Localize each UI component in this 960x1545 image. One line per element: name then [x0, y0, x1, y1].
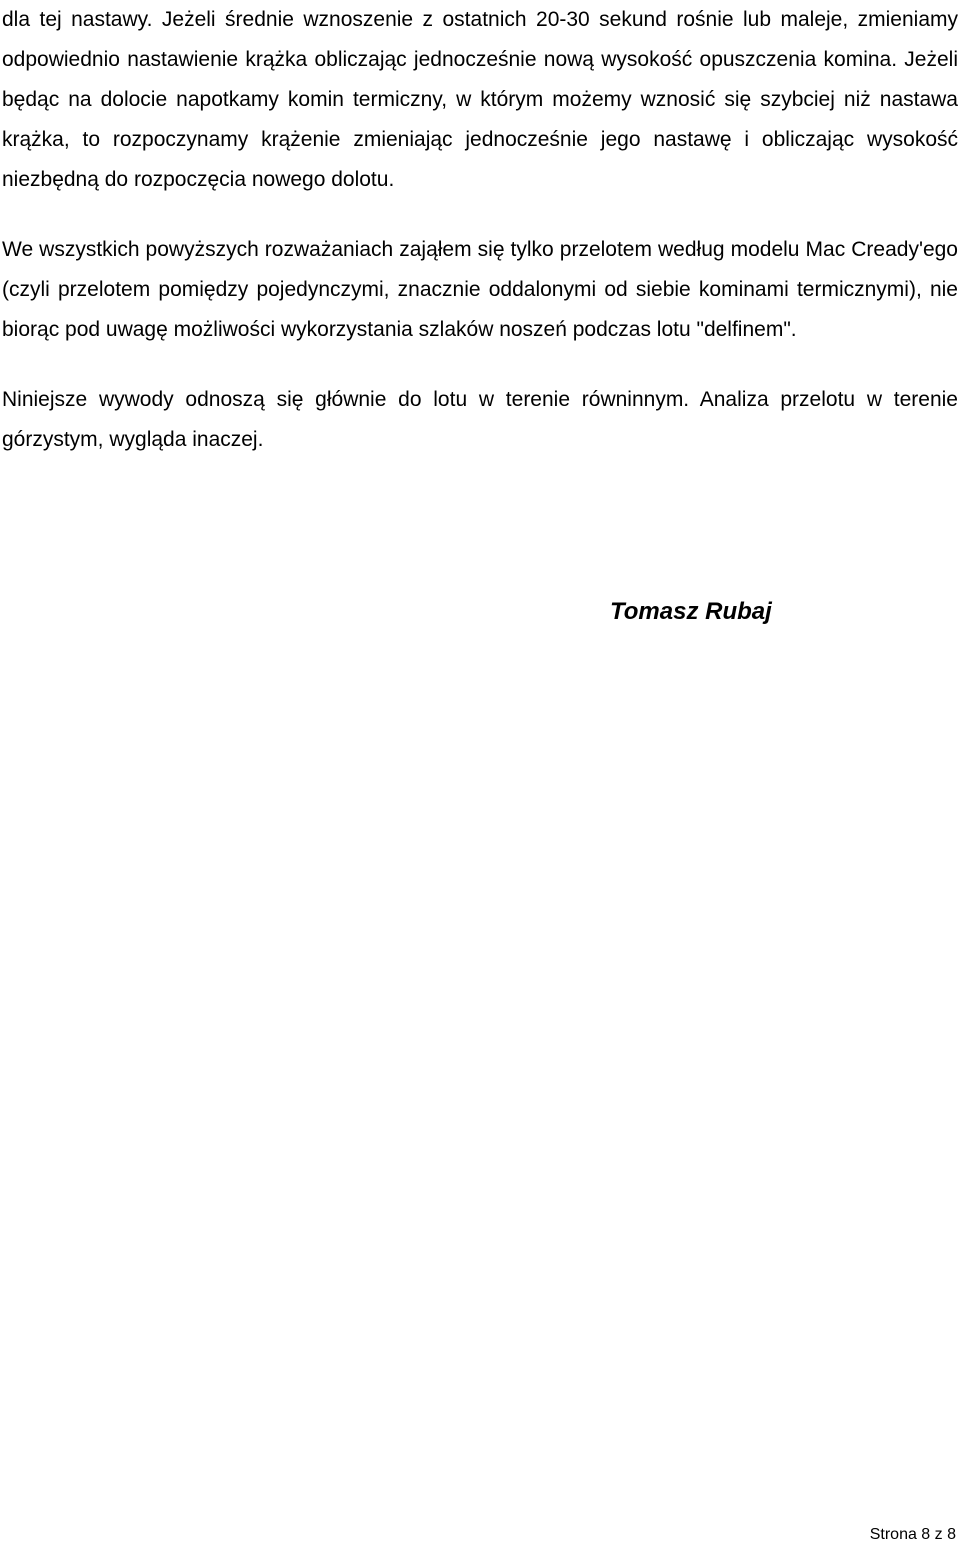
page-number: Strona 8 z 8 — [869, 1526, 956, 1543]
paragraph-1: dla tej nastawy. Jeżeli średnie wznoszenie z ostatnich 20-30 sekund rośnie lub maleje, zmieniamy odpowiednio nastawienie krążka obliczając jednocześnie nową wysokość opuszczenia komina. Jeżeli będąc na dolocie napotkamy komin termiczny, w którym możemy wznosić się szybciej niż nastawa krążka, to rozpoczynamy krążenie zmieniając jednocześnie jego nastawę i obliczając wysokość niezbędną do rozpoczęcia nowego dolotu. — [2, 8, 958, 191]
author-signature: Tomasz Rubaj — [610, 598, 772, 625]
paragraph-3: Niniejsze wywody odnoszą się głównie do lotu w terenie równinnym. Analiza przelotu w terenie górzystym, wygląda inaczej. — [2, 388, 958, 451]
paragraph-2: We wszystkich powyższych rozważaniach zająłem się tylko przelotem według modelu Mac Cready'ego (czyli przelotem pomiędzy pojedynczymi, znacznie oddalonymi od siebie kominami termicznymi), nie biorąc pod uwagę możliwości wykorzystania szlaków noszeń podczas lotu "delfinem". — [2, 238, 958, 341]
document-body — [2, 0, 958, 460]
